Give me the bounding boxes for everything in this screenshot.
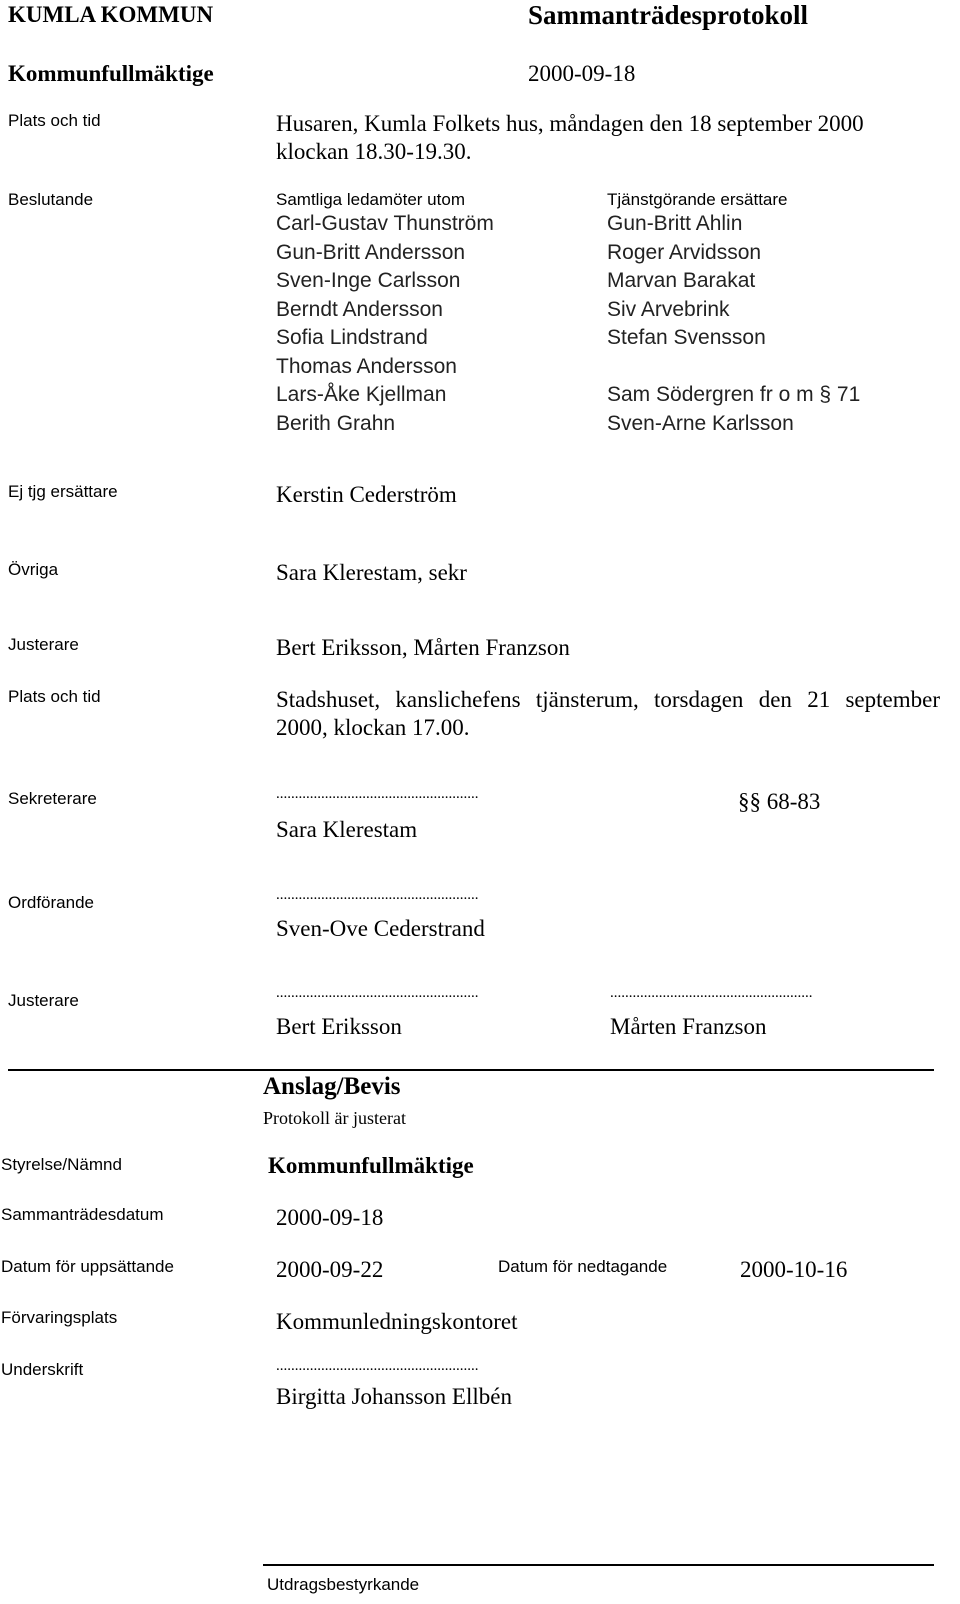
substitutes-heading: Tjänstgörande ersättare (607, 190, 788, 209)
anslag-subtitle: Protokoll är justerat (263, 1108, 406, 1128)
signature-line: ...................................................... (276, 985, 479, 1001)
member-name: Sven-Inge Carlsson (276, 269, 461, 292)
document-type: Sammanträdesprotokoll (528, 0, 809, 30)
ej-tjg-label: Ej tjg ersättare (8, 482, 118, 501)
nedtagande-label: Datum för nedtagande (498, 1257, 668, 1276)
justerare-signature-label: Justerare (8, 991, 79, 1010)
substitute-name: Sam Södergren fr o m § 71 (607, 383, 861, 406)
sammantradesdatum-value: 2000-09-18 (276, 1205, 384, 1230)
substitute-name: Sven-Arne Karlsson (607, 411, 794, 435)
ovriga-label: Övriga (8, 560, 59, 579)
substitute-name: Gun-Britt Ahlin (607, 212, 743, 235)
justering-plats-label: Plats och tid (8, 687, 101, 706)
justerare-name-2: Mårten Franzson (610, 1014, 767, 1039)
forvaringsplats-label: Förvaringsplats (1, 1308, 118, 1327)
uppsattande-value: 2000-09-22 (276, 1257, 384, 1282)
ordforande-name: Sven-Ove Cederstrand (276, 916, 485, 941)
signature-line: ...................................................... (276, 887, 479, 903)
substitute-name (607, 353, 860, 382)
anslag-title: Anslag/Bevis (263, 1073, 401, 1100)
member-name: Lars-Åke Kjellman (276, 383, 447, 406)
justerare-label: Justerare (8, 635, 79, 654)
forvaringsplats-value: Kommunledningskontoret (276, 1309, 518, 1334)
styrelse-label: Styrelse/Nämnd (1, 1155, 122, 1174)
signature-line: ...................................................... (276, 1358, 479, 1374)
member-name: Gun-Britt Andersson (276, 240, 466, 264)
plats-och-tid-value: Husaren, Kumla Folkets hus, måndagen den 18 september 2000 klockan 18.30-19.30. (276, 111, 864, 164)
paragraph-range: §§ 68-83 (738, 789, 821, 814)
section-divider (8, 1069, 934, 1071)
utdragsbestyrkande-label: Utdragsbestyrkande (267, 1575, 420, 1594)
ovriga-value: Sara Klerestam, sekr (276, 560, 467, 585)
signature-line: ...................................................... (276, 786, 479, 802)
member-name: Thomas Andersson (276, 354, 457, 378)
org-name: KUMLA KOMMUN (8, 2, 214, 27)
styrelse-value: Kommunfullmäktige (268, 1153, 474, 1178)
justerare-name-1: Bert Eriksson (276, 1014, 402, 1039)
members-heading: Samtliga ledamöter utom (276, 190, 465, 209)
sekreterare-name: Sara Klerestam (276, 817, 418, 842)
justering-plats-value: Stadshuset, kanslichefens tjänsterum, torsdagen den 21 september 2000, klockan 17.00. (276, 687, 940, 740)
plats-och-tid-label: Plats och tid (8, 111, 101, 130)
signature-line: ...................................................... (610, 985, 813, 1001)
substitute-name: Roger Arvidsson (607, 240, 762, 264)
member-name: Berndt Andersson (276, 297, 443, 321)
beslutande-label: Beslutande (8, 190, 94, 209)
footer-divider (263, 1564, 934, 1566)
sekreterare-label: Sekreterare (8, 789, 97, 808)
underskrift-label: Underskrift (1, 1360, 84, 1379)
underskrift-name: Birgitta Johansson Ellbén (276, 1384, 512, 1409)
substitutes-list (607, 210, 860, 438)
substitute-name: Stefan Svensson (607, 326, 766, 349)
substitute-name: Marvan Barakat (607, 269, 756, 292)
member-name: Berith Grahn (276, 411, 396, 435)
meeting-date: 2000-09-18 (528, 61, 636, 86)
justerare-value: Bert Eriksson, Mårten Franzson (276, 635, 570, 660)
substitute-name: Siv Arvebrink (607, 297, 730, 321)
members-list (276, 210, 494, 438)
member-name: Carl-Gustav Thunström (276, 212, 494, 235)
ej-tjg-value: Kerstin Cederström (276, 482, 457, 507)
uppsattande-label: Datum för uppsättande (1, 1257, 174, 1276)
meeting-body: Kommunfullmäktige (8, 61, 214, 86)
member-name: Sofia Lindstrand (276, 326, 428, 349)
nedtagande-value: 2000-10-16 (740, 1257, 848, 1282)
ordforande-label: Ordförande (8, 893, 94, 912)
sammantradesdatum-label: Sammanträdesdatum (1, 1205, 164, 1224)
